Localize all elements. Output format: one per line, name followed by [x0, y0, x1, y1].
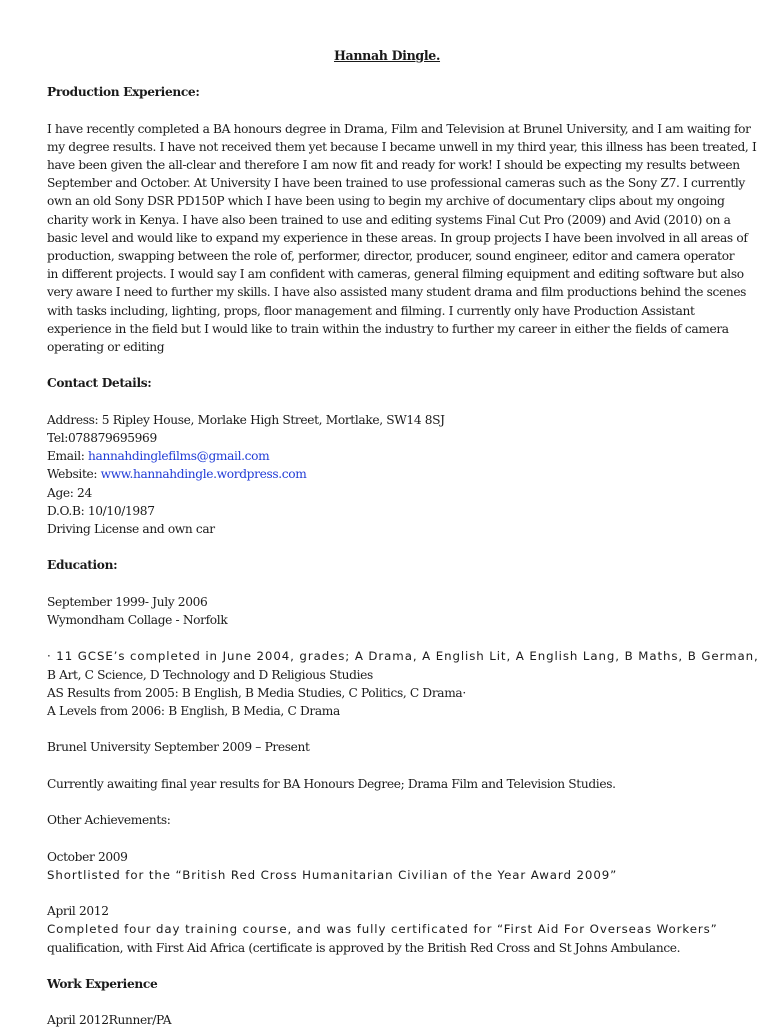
driving-text: Driving License and own car	[47, 522, 215, 537]
production-line: I have recently completed a BA honours degree in Drama, Film and Television at Brunel University, and I am waiting for	[47, 121, 751, 136]
production-line: September and October. At University I have been trained to use professional cameras such as the Sony Z7. I currently	[47, 176, 745, 191]
production-line: production, swapping between the role of, performer, director, producer, sound engineer, editor and camera operator	[47, 249, 735, 264]
cv-title: Hannah Dingle.	[333, 48, 441, 63]
work-entry: April 2012Runner/PA	[47, 1013, 172, 1028]
contact-details	[47, 411, 727, 538]
achievement-item	[47, 848, 727, 884]
achievement-text: Completed four day training course, and was fully certificated for “First Aid For Overseas Workers”	[47, 922, 718, 937]
email-link[interactable]: hannahdinglefilms@gmail.com	[88, 449, 270, 464]
website-row	[47, 465, 727, 483]
age-text: Age: 24	[47, 485, 92, 500]
production-heading: Production Experience:	[47, 85, 200, 100]
dob-text: D.O.B: 10/10/1987	[47, 503, 155, 518]
gcse-line: · 11 GCSE’s completed in June 2004, grades; A Drama, A English Lit, A English Lang, B Maths, B German,	[47, 649, 759, 664]
achievement-date: April 2012	[47, 904, 109, 919]
production-paragraph	[47, 120, 757, 357]
as-results: AS Results from 2005: B English, B Media Studies, C Politics, C Drama·	[47, 685, 466, 700]
production-line: operating or editing	[47, 340, 165, 355]
production-line: basic level and would like to expand my experience in these areas. In group projects I have been involved in all areas of	[47, 230, 748, 245]
website-label: Website:	[47, 467, 101, 482]
achievement-text: Shortlisted for the “British Red Cross Humanitarian Civilian of the Year Award 2009”	[47, 867, 618, 882]
production-line: own an old Sony DSR PD150P which I have been using to begin my archive of documentary clips about my ongoing	[47, 194, 725, 209]
achievements-heading: Other Achievements:	[47, 813, 171, 828]
achievement-date: October 2009	[47, 849, 128, 864]
work-heading: Work Experience	[47, 976, 158, 991]
address-text: Address: 5 Ripley House, Morlake High Street, Mortlake, SW14 8SJ	[47, 412, 445, 427]
website-link[interactable]: www.hannahdingle.wordpress.com	[100, 467, 307, 482]
email-label: Email:	[47, 449, 89, 464]
a-levels: A Levels from 2006: B English, B Media, C Drama	[47, 704, 340, 719]
production-line: charity work in Kenya. I have also been trained to use and editing systems Final Cut Pro (2009) and Avid (2010) on a	[47, 212, 731, 227]
cv-content	[47, 47, 759, 1030]
production-line: have been given the all-clear and therefore I am now fit and ready for work! I should be expecting my results between	[47, 158, 740, 172]
university-text: Brunel University September 2009 – Present	[47, 740, 310, 755]
production-line: very aware I need to further my skills. I have also assisted many student drama and film productions behind the scenes	[47, 285, 747, 300]
awaiting-results-text: Currently awaiting final year results for BA Honours Degree; Drama Film and Television Studies.	[47, 776, 616, 791]
production-line: experience in the field but I would like to train within the industry to further my career in either the fields of camera	[47, 321, 729, 336]
school-block	[47, 593, 727, 629]
contact-heading: Contact Details:	[47, 376, 152, 391]
qualifications-block	[47, 647, 759, 720]
education-heading: Education:	[47, 558, 118, 573]
email-row	[47, 447, 727, 465]
telephone-text: Tel:078879695969	[47, 431, 157, 446]
achievement-text: qualification, with First Aid Africa (certificate is approved by the British Red Cross and St Johns Ambulance.	[47, 940, 681, 955]
school-dates: September 1999- July 2006	[47, 594, 208, 609]
achievement-item	[47, 902, 727, 957]
school-name: Wymondham Collage - Norfolk	[47, 613, 228, 628]
production-line: my degree results. I have not received them yet because I became unwell in my third year, this illness has been treated, I	[47, 139, 757, 154]
gcse-line: B Art, C Science, D Technology and D Religious Studies	[47, 667, 373, 682]
production-line: with tasks including, lighting, props, floor management and filming. I currently only have Production Assistant	[47, 303, 695, 318]
production-line: in different projects. I would say I am confident with cameras, general filming equipment and editing software but also	[47, 267, 744, 282]
